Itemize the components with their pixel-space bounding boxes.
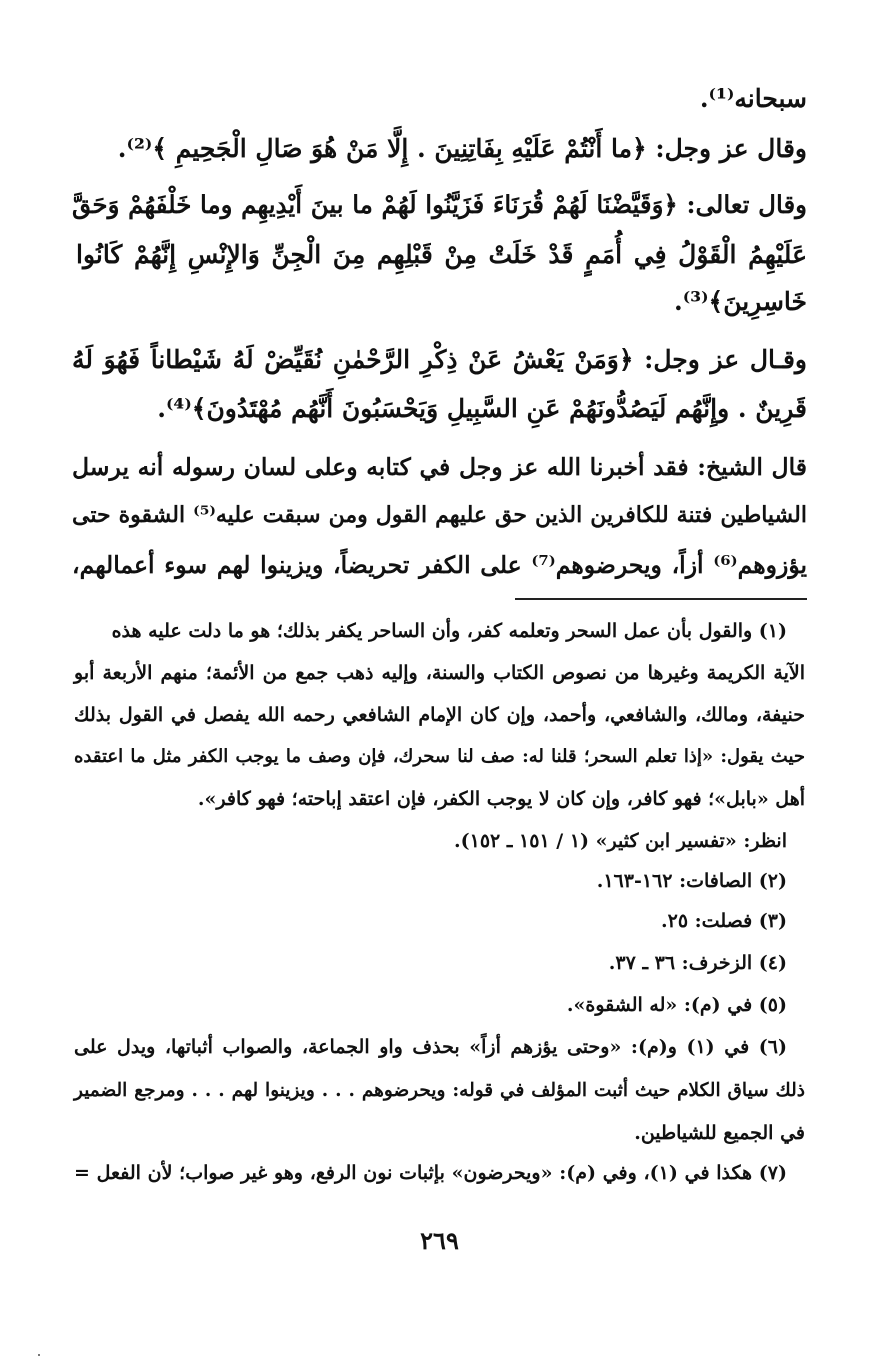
scan-speck: [38, 1354, 40, 1356]
footnote-line-4: حيث يقول: «إذا تعلم السحر؛ قلنا له: صف لنا سحرك، فإن وصف ما يوجب الكفر مثل ما اعتقده: [74, 746, 805, 767]
footnote-separator: [515, 598, 807, 600]
footnote-line-8: (٣) فصلت: ٢٥.: [660, 910, 787, 932]
page-number: ٢٦٩: [420, 1226, 459, 1255]
footnote-line-14: (٧) هكذا في (١)، وفي (م): «ويحرضون» بإثبات نون الرفع، وهو غير صواب؛ لأن الفعل =: [74, 1162, 787, 1184]
footnote-line-11: (٦) في (١) و(م): «وحتى يؤزهم أزاً» بحذف واو الجماعة، والصواب أثباتها، ويدل على: [74, 1036, 787, 1058]
main-line-8: قال الشيخ: فقد أخبرنا الله عز وجل في كتابه وعلى لسان رسوله أنه يرسل: [72, 453, 807, 481]
main-line-6: وقـال عز وجل: ﴿وَمَنْ يَعْشُ عَنْ ذِكْرِ الرَّحْمٰنِ نُقَيِّضْ لَهُ شَيْطاناً فَهُوَ لَهُ: [72, 345, 807, 374]
main-line-10: يؤزوهم⁽⁶⁾ أزاً، ويحرضوهم⁽⁷⁾ على الكفر تحريضاً، ويزينوا لهم سوء أعمالهم،: [72, 551, 808, 579]
footnote-line-6: انظر: «تفسير ابن كثير» (١ / ١٥١ ـ ١٥٢).: [454, 830, 787, 852]
footnote-line-13: في الجميع للشياطين.: [634, 1122, 805, 1144]
main-line-1: سبحانه⁽¹⁾.: [699, 84, 807, 113]
footnote-line-2: الآية الكريمة وغيرها من نصوص الكتاب والسنة، وإليه ذهب جمع من الأئمة؛ منهم الأربعة أبو: [74, 662, 805, 684]
footnote-line-7: (٢) الصافات: ١٦٢-١٦٣.: [596, 870, 787, 892]
main-line-9: الشياطين فتنة للكافرين الذين حق عليهم القول ومن سبقت عليه⁽⁵⁾ الشقوة حتى: [72, 502, 807, 528]
footnote-line-5: أهل «بابل»؛ فهو كافر، وإن كان لا يوجب الكفر، فإن اعتقد إباحته؛ فهو كافر».: [197, 788, 805, 810]
footnote-line-1: (١) والقول بأن عمل السحر وتعلمه كفر، وأن الساحر يكفر بذلك؛ هو ما دلت عليه هذه: [111, 620, 787, 642]
footnote-line-9: (٤) الزخرف: ٣٦ ـ ٣٧.: [608, 952, 787, 974]
footnote-line-10: (٥) في (م): «له الشقوة».: [566, 994, 787, 1016]
main-line-2: وقال عز وجل: ﴿ما أَنْتُمْ عَلَيْهِ بِفَاتِنِينَ . إِلَّا مَنْ هُوَ صَالِ الْجَحِيمِ ﴾⁽²⁾.: [117, 134, 807, 163]
footnote-line-12: ذلك سياق الكلام حيث أثبت المؤلف في قوله: ويحرضوهم . . . ويزينوا لهم . . . ومرجع الضمير: [74, 1080, 805, 1101]
footnote-line-3: حنيفة، ومالك، والشافعي، وأحمد، وإن كان الإمام الشافعي رحمه الله يفصل في القول بذلك: [74, 704, 805, 726]
main-line-4: عَلَيْهِمُ الْقَوْلُ فِي أُمَمٍ قَدْ خَلَتْ مِنْ قَبْلِهِم مِنَ الْجِنِّ وَالإِنْسِ إِنَّهُمْ كَانُوا: [76, 240, 807, 269]
main-line-5: خَاسِرِينَ﴾⁽³⁾.: [673, 287, 807, 316]
main-line-7: قَرِينٌ . وإِنَّهُم لَيَصُدُّونَهُمْ عَنِ السَّبِيلِ وَيَحْسَبُونَ أَنَّهُم مُهْتَدُونَ﴾⁽⁴⁾.: [157, 394, 807, 423]
main-line-3: وقال تعالى: ﴿وَقَيَّضْنَا لَهُمْ قُرَنَاءَ فَزَيَّنُوا لَهُمْ ما بينَ أَيْدِيهِم وما خَلْفَهُمْ وَحَقَّ: [72, 190, 807, 219]
